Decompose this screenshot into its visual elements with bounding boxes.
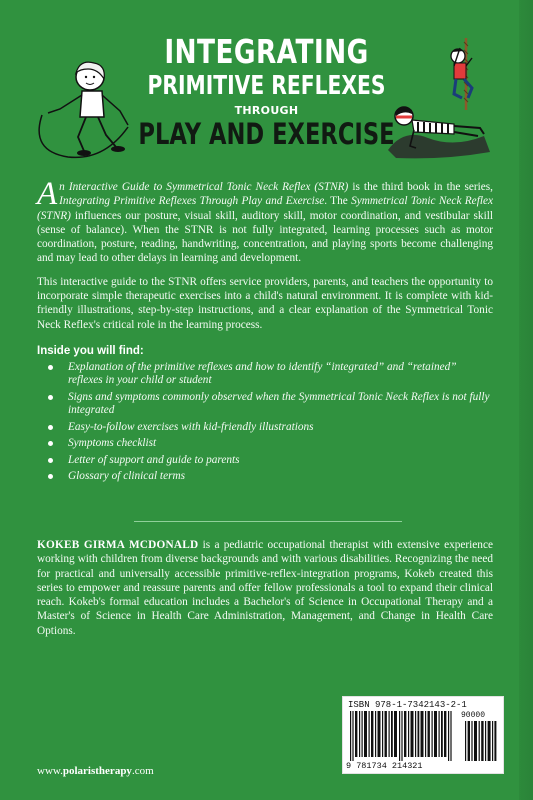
section-divider: [134, 521, 402, 522]
inside-list: [37, 361, 493, 484]
website-url[interactable]: www.polaristherapy.com: [37, 765, 154, 777]
title-line-primitive-reflexes: PRIMITIVE REFLEXES: [147, 71, 386, 101]
author-bio: KOKEB GIRMA MCDONALD is a pediatric occupational therapist with extensive experience working with children from diverse backgrounds and with various disabilities. Recognizing the need for practical and universally accessible primitive-reflex-integration programs, Kokeb created this series to empower and reassure parents and offer fellow professionals a tool to expand their clinical reach. Kokeb's formal education includes a Bachelor's of Science in Occupational Therapy and a Master's of Science in Health Care Administration, Management, and Change in Health Care Options.: [37, 539, 493, 637]
list-item: Easy-to-follow exercises with kid-friendly illustrations: [48, 421, 493, 435]
bullet-icon: [48, 458, 53, 463]
author-name: KOKEB GIRMA MCDONALD: [37, 539, 199, 551]
title-line-through: THROUGH: [234, 104, 299, 117]
list-item: Glossary of clinical terms: [48, 470, 493, 484]
bullet-icon: [48, 474, 53, 479]
list-item: Letter of support and guide to parents: [48, 454, 493, 468]
inside-heading: Inside you will find:: [37, 344, 144, 357]
list-item: Signs and symptoms commonly observed when the Symmetrical Tonic Neck Reflex is not fully integrated: [48, 391, 493, 418]
barcode-icon: [348, 711, 458, 761]
cover-title: [0, 33, 533, 150]
bullet-icon: [48, 395, 53, 400]
addon-price-code: 90000: [461, 711, 486, 720]
list-item: Explanation of the primitive reflexes and how to identify “integrated” and “retained” reflexes in your child or student: [48, 361, 493, 388]
isbn-barcode: [342, 696, 504, 774]
addon-barcode-icon: [465, 721, 497, 761]
intro-paragraph: An Interactive Guide to Symmetrical Tonic Neck Reflex (STNR) is the third book in the series, Integrating Primitive Reflexes Through Play and Exercise. The Symmetrical Tonic Neck Reflex (STNR) influences our posture, visual skill, auditory skill, motor coordination, and vestibular skill (sense of balance). When the STNR is not fully integrated, learning processes such as motor coordination, posture, reading, handwriting, concentration, and playing sports become challenging and may lead to other delays in learning and development.: [37, 176, 494, 265]
title-line-play-and-exercise: PLAY AND EXERCISE: [138, 117, 395, 151]
guide-paragraph: This interactive guide to the STNR offers service providers, parents, and teachers the opportunity to incorporate simple therapeutic exercises into a child's natural environment. It is complete with kid-friendly illustrations, step-by-step instructions, and a clear explanation of the Symmetrical Tonic Neck Reflex's critical role in the learning process.: [37, 275, 493, 331]
isbn-number: ISBN 978-1-7342143-2-1: [348, 700, 467, 710]
list-item: Symptoms checklist: [48, 437, 493, 451]
description-text: [37, 176, 494, 487]
bullet-icon: [48, 441, 53, 446]
title-line-integrating: INTEGRATING: [164, 32, 369, 71]
drop-cap: A: [37, 176, 58, 212]
barcode-digits: 9 781734 214321: [346, 761, 423, 771]
bullet-icon: [48, 425, 53, 430]
bullet-icon: [48, 365, 53, 370]
